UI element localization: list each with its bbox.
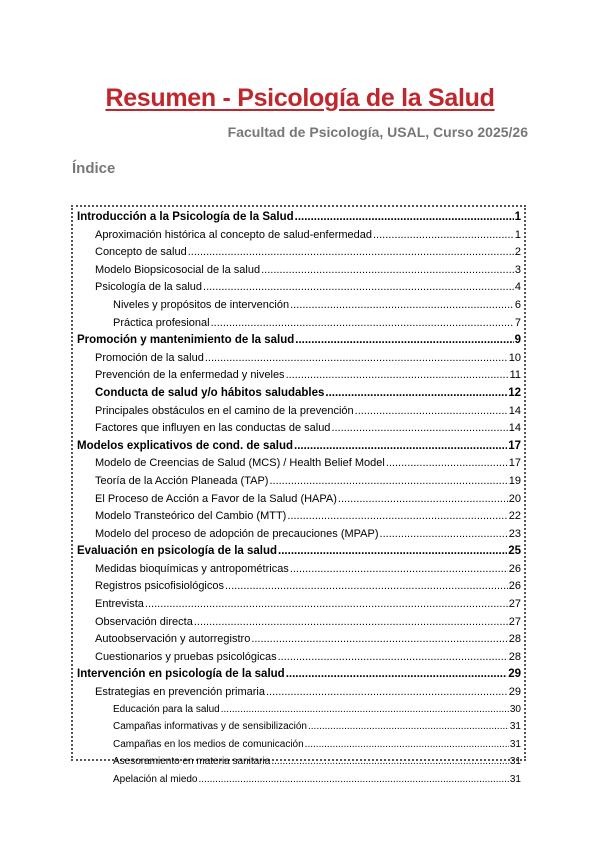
toc-leader-dots (203, 281, 514, 293)
toc-entry-page: 22 (508, 510, 521, 523)
toc-entry-label: Apelación al miedo (113, 774, 198, 785)
document-title: Resumen - Psicología de la Salud (105, 84, 495, 112)
toc-entry[interactable] (77, 229, 521, 247)
toc-leader-dots (205, 352, 508, 364)
toc-entry[interactable] (77, 580, 521, 598)
toc-entry-page: 10 (508, 351, 521, 364)
toc-entry[interactable] (77, 704, 521, 722)
toc-entry-label: Concepto de salud (95, 246, 187, 259)
toc-entry[interactable] (77, 739, 521, 757)
toc-leader-dots (290, 563, 508, 575)
toc-entry-page: 26 (508, 562, 521, 575)
toc-entry-label: Aproximación histórica al concepto de salud-enfermedad (95, 228, 372, 241)
toc-entry-label: Educación para la salud (113, 703, 220, 715)
toc-entry-label: Práctica profesional (113, 316, 210, 329)
toc-entry-page: 27 (508, 615, 521, 628)
toc-entry-label: Evaluación en psicología de la salud (77, 545, 278, 558)
toc-leader-dots (355, 405, 508, 417)
toc-leader-dots (295, 334, 513, 346)
toc-entry[interactable] (77, 721, 521, 739)
toc-leader-dots (271, 756, 509, 767)
toc-entry[interactable] (77, 651, 521, 669)
toc-entry-page: 2 (514, 246, 521, 259)
toc-entry-label: Niveles y propósitos de intervención (113, 298, 290, 311)
toc-leader-dots (286, 369, 509, 381)
toc-entry-label: Promoción de la salud (95, 351, 204, 364)
toc-leader-dots (266, 686, 508, 698)
toc-leader-dots (325, 387, 507, 399)
toc-entry-page: 1 (514, 211, 521, 223)
document-subtitle: Facultad de Psicología, USAL, Curso 2025/26 (227, 124, 528, 140)
toc-leader-dots (194, 616, 508, 628)
toc-entry[interactable] (77, 299, 521, 317)
toc-entry-label: Registros psicofisiológicos (95, 580, 224, 593)
toc-leader-dots (188, 246, 514, 258)
toc-entry[interactable] (77, 545, 521, 563)
toc-entry-page: 27 (508, 598, 521, 611)
toc-entry-label: Intervención en psicología de la salud (77, 668, 285, 681)
toc-entry-page: 17 (508, 439, 521, 452)
toc-entry[interactable] (77, 211, 521, 229)
toc-entry-page: 6 (514, 298, 521, 311)
toc-entry-label: Principales obstáculos en el camino de la prevención (95, 404, 354, 417)
toc-leader-dots (251, 633, 507, 645)
toc-entry-label: El Proceso de Acción a Favor de la Salud (HAPA) (95, 492, 337, 505)
toc-entry-page: 30 (509, 703, 521, 715)
toc-entry[interactable] (77, 387, 521, 405)
toc-leader-dots (305, 739, 509, 750)
toc-entry-label: Introducción a la Psicología de la Salud (77, 211, 294, 223)
toc-entry[interactable] (77, 334, 521, 352)
toc-entry[interactable] (77, 317, 521, 335)
toc-leader-dots (286, 668, 508, 680)
toc-leader-dots (386, 457, 508, 469)
toc-entry-page: 31 (509, 738, 521, 750)
toc-leader-dots (211, 317, 514, 329)
toc-leader-dots (287, 510, 507, 522)
toc-leader-dots (308, 721, 509, 732)
toc-leader-dots (261, 264, 514, 276)
toc-entry-page: 7 (514, 316, 521, 329)
toc-entry-label: Psicología de la salud (95, 281, 203, 294)
toc-entry-label: Observación directa (95, 615, 193, 628)
toc-entry-page: 23 (508, 527, 521, 540)
toc-entry[interactable] (77, 457, 521, 475)
toc-entry[interactable] (77, 493, 521, 511)
toc-entry[interactable] (77, 369, 521, 387)
toc-entry-page: 17 (508, 457, 521, 470)
toc-entry-page: 31 (509, 774, 521, 785)
toc-entry-label: Prevención de la enfermedad y niveles (95, 369, 285, 382)
toc-entry-label: Medidas bioquímicas y antropométricas (95, 562, 289, 575)
toc-entry-page: 14 (508, 422, 521, 435)
toc-entry-page: 29 (508, 686, 521, 699)
toc-entry-label: Modelo Biopsicosocial de la salud (95, 263, 261, 276)
toc-leader-dots (225, 580, 508, 592)
toc-leader-dots (269, 475, 507, 487)
toc-entry-label: Modelo de Creencias de Salud (MCS) / Health Belief Model (95, 457, 385, 470)
toc-leader-dots (278, 545, 507, 557)
toc-entry-page: 9 (514, 334, 521, 347)
toc-entry-page: 11 (509, 369, 521, 382)
toc-entry-label: Entrevista (95, 598, 144, 611)
index-heading: Índice (72, 160, 116, 177)
toc-entry[interactable] (77, 686, 521, 704)
toc-leader-dots (331, 422, 507, 434)
toc-entry[interactable] (77, 774, 521, 792)
toc-entry-label: Promoción y mantenimiento de la salud (77, 334, 295, 347)
toc-leader-dots (278, 651, 508, 663)
toc-entry-page: 20 (508, 492, 521, 505)
toc-entry[interactable] (77, 422, 521, 440)
toc-entry-label: Modelos explicativos de cond. de salud (77, 439, 293, 452)
toc-entry[interactable] (77, 756, 521, 774)
toc-entry[interactable] (77, 440, 521, 458)
toc-entry-page: 3 (514, 263, 521, 276)
toc-entry[interactable] (77, 528, 521, 546)
toc-leader-dots (199, 774, 509, 785)
toc-entry-label: Conducta de salud y/o hábitos saludables (95, 386, 325, 399)
table-of-contents (71, 205, 526, 785)
toc-entry-page: 28 (508, 650, 521, 663)
toc-entry[interactable] (77, 668, 521, 686)
toc-entry-page: 4 (514, 281, 521, 294)
toc-leader-dots (294, 440, 507, 452)
toc-entry[interactable] (77, 510, 521, 528)
toc-leader-dots (338, 493, 508, 505)
toc-entry[interactable] (77, 616, 521, 634)
toc-entry-label: Modelo del proceso de adopción de precauciones (MPAP) (95, 527, 379, 540)
toc-entry-label: Estrategias en prevención primaria (95, 686, 265, 699)
toc-leader-dots (290, 299, 514, 311)
toc-entry-page: 31 (509, 721, 521, 733)
toc-entry-page: 31 (509, 756, 521, 768)
toc-entry[interactable] (77, 633, 521, 651)
toc-entry[interactable] (77, 281, 521, 299)
toc-entry[interactable] (77, 264, 521, 282)
toc-entry-label: Factores que influyen en las conductas de salud (95, 422, 331, 435)
toc-leader-dots (373, 229, 514, 241)
toc-entry[interactable] (77, 352, 521, 370)
toc-entry-label: Teoría de la Acción Planeada (TAP) (95, 474, 269, 487)
toc-entry-label: Asesoramiento en materia sanitaria (113, 756, 271, 768)
toc-entry-page: 14 (508, 404, 521, 417)
toc-entry-page: 12 (508, 386, 521, 399)
toc-leader-dots (380, 528, 508, 540)
toc-entry[interactable] (77, 246, 521, 264)
toc-entry-label: Campañas en los medios de comunicación (113, 738, 304, 750)
toc-entry-page: 25 (508, 545, 521, 558)
toc-entry-page: 19 (508, 474, 521, 487)
toc-entry-page: 29 (508, 668, 521, 681)
toc-entry-page: 28 (508, 633, 521, 646)
toc-leader-dots (295, 211, 514, 223)
toc-entry-page: 1 (514, 228, 521, 241)
toc-entry[interactable] (77, 405, 521, 423)
toc-entry-label: Campañas informativas y de sensibilización (113, 721, 307, 733)
toc-entry-label: Cuestionarios y pruebas psicológicas (95, 650, 277, 663)
toc-entry[interactable] (77, 475, 521, 493)
toc-entry[interactable] (77, 563, 521, 581)
toc-entry-label: Modelo Transteórico del Cambio (MTT) (95, 510, 287, 523)
toc-entry-label: Autoobservación y autorregistro (95, 633, 251, 646)
toc-entry[interactable] (77, 598, 521, 616)
toc-leader-dots (145, 598, 508, 610)
toc-entry-page: 26 (508, 580, 521, 593)
toc-leader-dots (221, 704, 509, 715)
